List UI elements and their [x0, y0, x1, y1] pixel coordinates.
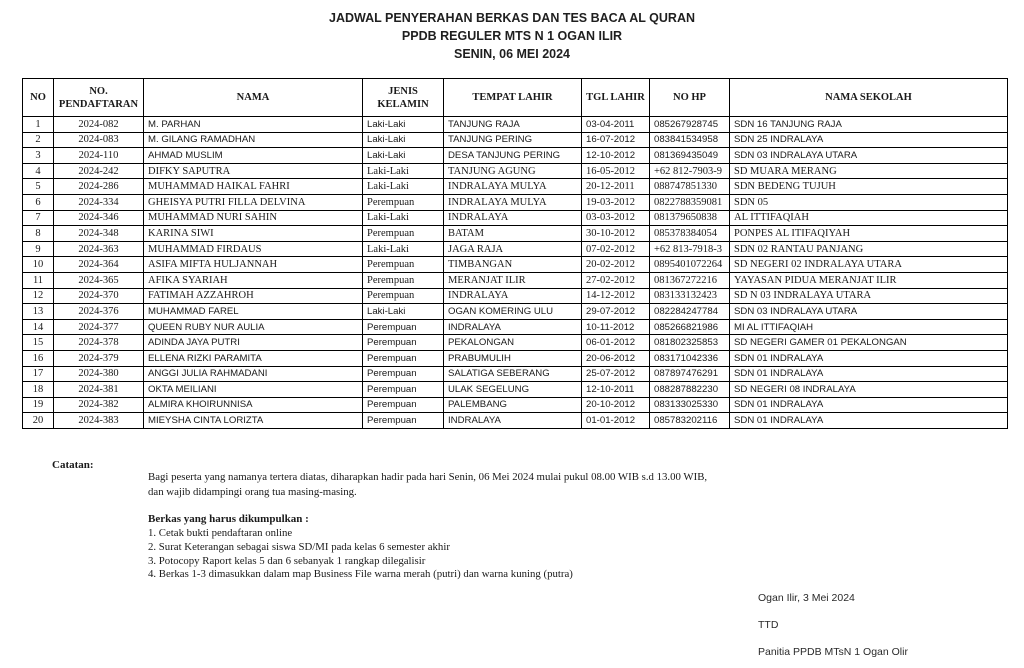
cell-no-pendaftaran: 2024-082: [54, 117, 144, 133]
table-row: [23, 288, 1008, 304]
cell-no-pendaftaran: 2024-382: [54, 397, 144, 413]
cell-nama: MIEYSHA CINTA LORIZTA: [144, 413, 363, 429]
cell-nama: MUHAMMAD FIRDAUS: [144, 241, 363, 257]
cell-nama: ASIFA MIFTA HULJANNAH: [144, 257, 363, 273]
cell-tempat-lahir: BATAM: [444, 226, 582, 242]
cell-jenis-kelamin: Perempuan: [363, 319, 444, 335]
cell-tempat-lahir: INDRALAYA MULYA: [444, 194, 582, 210]
cell-nama-sekolah: SDN 05: [730, 194, 1008, 210]
cell-no: 18: [23, 382, 54, 398]
cell-no: 6: [23, 194, 54, 210]
cell-no: 20: [23, 413, 54, 429]
notes-label: Catatan:: [52, 459, 94, 471]
cell-no-hp: 088747851330: [650, 179, 730, 195]
cell-no: 11: [23, 272, 54, 288]
cell-no-hp: 088287882230: [650, 382, 730, 398]
cell-tempat-lahir: INDRALAYA: [444, 413, 582, 429]
table-row: [23, 226, 1008, 242]
table-row: [23, 132, 1008, 148]
cell-no: 14: [23, 319, 54, 335]
cell-tgl-lahir: 29-07-2012: [582, 304, 650, 320]
cell-tgl-lahir: 25-07-2012: [582, 366, 650, 382]
cell-nama-sekolah: SD MUARA MERANG: [730, 163, 1008, 179]
cell-tempat-lahir: ULAK SEGELUNG: [444, 382, 582, 398]
table-row: [23, 382, 1008, 398]
cell-no-hp: 085378384054: [650, 226, 730, 242]
cell-nama: ALMIRA KHOIRUNNISA: [144, 397, 363, 413]
cell-nama: GHEISYA PUTRI FILLA DELVINA: [144, 194, 363, 210]
signature-ttd: TTD: [758, 619, 779, 631]
cell-tempat-lahir: TIMBANGAN: [444, 257, 582, 273]
cell-tgl-lahir: 16-07-2012: [582, 132, 650, 148]
cell-no-hp: 081367272216: [650, 272, 730, 288]
cell-tempat-lahir: PRABUMULIH: [444, 350, 582, 366]
cell-nama: OKTA MEILIANI: [144, 382, 363, 398]
cell-jenis-kelamin: Perempuan: [363, 397, 444, 413]
table-row: [23, 241, 1008, 257]
cell-no-pendaftaran: 2024-380: [54, 366, 144, 382]
cell-nama-sekolah: SDN 01 INDRALAYA: [730, 413, 1008, 429]
notes-paragraph-line-2: dan wajib didampingi orang tua masing-masing.: [148, 485, 357, 498]
cell-no-pendaftaran: 2024-110: [54, 148, 144, 164]
cell-tempat-lahir: TANJUNG PERING: [444, 132, 582, 148]
title-line-3: SENIN, 06 MEI 2024: [453, 47, 571, 61]
cell-no-hp: 087897476291: [650, 366, 730, 382]
header-cell-no-pendaftaran: NO. PENDAFTARAN: [54, 79, 144, 117]
cell-tgl-lahir: 01-01-2012: [582, 413, 650, 429]
cell-no-pendaftaran: 2024-378: [54, 335, 144, 351]
cell-no-hp: 085266821986: [650, 319, 730, 335]
cell-nama-sekolah: AL ITTIFAQIAH: [730, 210, 1008, 226]
table-header: [23, 79, 1008, 117]
header-cell-no-hp: NO HP: [650, 79, 730, 117]
cell-no: 5: [23, 179, 54, 195]
cell-no: 19: [23, 397, 54, 413]
cell-tgl-lahir: 07-02-2012: [582, 241, 650, 257]
cell-nama: MUHAMMAD NURI SAHIN: [144, 210, 363, 226]
table-row: [23, 163, 1008, 179]
cell-tgl-lahir: 30-10-2012: [582, 226, 650, 242]
cell-nama-sekolah: SDN BEDENG TUJUH: [730, 179, 1008, 195]
cell-no-pendaftaran: 2024-376: [54, 304, 144, 320]
cell-tgl-lahir: 14-12-2012: [582, 288, 650, 304]
cell-jenis-kelamin: Perempuan: [363, 226, 444, 242]
cell-nama-sekolah: SDN 16 TANJUNG RAJA: [730, 117, 1008, 133]
header-cell-nama: NAMA: [144, 79, 363, 117]
cell-nama: M. PARHAN: [144, 117, 363, 133]
table-row: [23, 179, 1008, 195]
cell-jenis-kelamin: Perempuan: [363, 257, 444, 273]
cell-no-hp: 082284247784: [650, 304, 730, 320]
table-row: [23, 350, 1008, 366]
cell-no-pendaftaran: 2024-383: [54, 413, 144, 429]
cell-jenis-kelamin: Laki-Laki: [363, 132, 444, 148]
table-row: [23, 335, 1008, 351]
document-item: 4. Berkas 1-3 dimasukkan dalam map Business File warna merah (putri) dan warna kuning (putra): [148, 568, 573, 581]
cell-nama: DIFKY SAPUTRA: [144, 163, 363, 179]
cell-tgl-lahir: 20-12-2011: [582, 179, 650, 195]
cell-jenis-kelamin: Perempuan: [363, 350, 444, 366]
header-cell-jenis-kelamin: JENIS KELAMIN: [363, 79, 444, 117]
cell-no-pendaftaran: 2024-083: [54, 132, 144, 148]
cell-no: 1: [23, 117, 54, 133]
cell-no-hp: 085783202116: [650, 413, 730, 429]
cell-no-hp: 081802325853: [650, 335, 730, 351]
cell-tempat-lahir: INDRALAYA MULYA: [444, 179, 582, 195]
cell-nama: M. GILANG RAMADHAN: [144, 132, 363, 148]
cell-no-hp: +62 813-7918-3: [650, 241, 730, 257]
documents-title: Berkas yang harus dikumpulkan :: [148, 513, 309, 525]
cell-nama-sekolah: SDN 02 RANTAU PANJANG: [730, 241, 1008, 257]
cell-tempat-lahir: INDRALAYA: [444, 288, 582, 304]
cell-no-hp: 083841534958: [650, 132, 730, 148]
document-item: 2. Surat Keterangan sebagai siswa SD/MI pada kelas 6 semester akhir: [148, 540, 450, 553]
cell-nama-sekolah: SDN 01 INDRALAYA: [730, 397, 1008, 413]
cell-jenis-kelamin: Laki-Laki: [363, 163, 444, 179]
cell-jenis-kelamin: Perempuan: [363, 194, 444, 210]
cell-tempat-lahir: OGAN KOMERING ULU: [444, 304, 582, 320]
cell-no: 10: [23, 257, 54, 273]
cell-no-hp: 083171042336: [650, 350, 730, 366]
header-cell-nama-sekolah: NAMA SEKOLAH: [730, 79, 1008, 117]
table-row: [23, 272, 1008, 288]
cell-nama-sekolah: SDN 01 INDRALAYA: [730, 350, 1008, 366]
table-row: [23, 117, 1008, 133]
cell-no: 16: [23, 350, 54, 366]
table-row: [23, 257, 1008, 273]
cell-no-hp: 0895401072264: [650, 257, 730, 273]
signature-place-date: Ogan Ilir, 3 Mei 2024: [758, 592, 855, 604]
notes-paragraph: [148, 470, 707, 499]
cell-no-pendaftaran: 2024-346: [54, 210, 144, 226]
cell-no: 7: [23, 210, 54, 226]
cell-no-hp: 083133025330: [650, 397, 730, 413]
cell-no-pendaftaran: 2024-381: [54, 382, 144, 398]
cell-tempat-lahir: PALEMBANG: [444, 397, 582, 413]
cell-no: 8: [23, 226, 54, 242]
cell-no-hp: +62 812-7903-9: [650, 163, 730, 179]
cell-tempat-lahir: TANJUNG RAJA: [444, 117, 582, 133]
table-row: [23, 210, 1008, 226]
cell-no-pendaftaran: 2024-377: [54, 319, 144, 335]
cell-jenis-kelamin: Perempuan: [363, 288, 444, 304]
cell-no: 2: [23, 132, 54, 148]
document-item: 1. Cetak bukti pendaftaran online: [148, 527, 293, 539]
cell-nama-sekolah: SDN 03 INDRALAYA UTARA: [730, 148, 1008, 164]
cell-no: 9: [23, 241, 54, 257]
cell-tempat-lahir: TANJUNG AGUNG: [444, 163, 582, 179]
cell-tgl-lahir: 12-10-2011: [582, 382, 650, 398]
cell-no-pendaftaran: 2024-334: [54, 194, 144, 210]
cell-jenis-kelamin: Laki-Laki: [363, 241, 444, 257]
cell-tempat-lahir: DESA TANJUNG PERING: [444, 148, 582, 164]
cell-tempat-lahir: SALATIGA SEBERANG: [444, 366, 582, 382]
cell-nama: MUHAMMAD FAREL: [144, 304, 363, 320]
table-row: [23, 304, 1008, 320]
cell-nama-sekolah: SD NEGERI 08 INDRALAYA: [730, 382, 1008, 398]
cell-tgl-lahir: 03-03-2012: [582, 210, 650, 226]
table-row: [23, 397, 1008, 413]
header-cell-no: NO: [23, 79, 54, 117]
cell-nama-sekolah: PONPES AL ITIFAQIYAH: [730, 226, 1008, 242]
documents-list: [148, 527, 573, 582]
cell-no-hp: 081369435049: [650, 148, 730, 164]
title-line-1: JADWAL PENYERAHAN BERKAS DAN TES BACA AL QURAN: [329, 11, 695, 25]
table-row: [23, 319, 1008, 335]
cell-tempat-lahir: INDRALAYA: [444, 210, 582, 226]
cell-jenis-kelamin: Perempuan: [363, 335, 444, 351]
document-title: [0, 9, 1024, 63]
cell-tgl-lahir: 06-01-2012: [582, 335, 650, 351]
cell-nama-sekolah: SD NEGERI 02 INDRALAYA UTARA: [730, 257, 1008, 273]
table-row: [23, 148, 1008, 164]
cell-no-hp: 081379650838: [650, 210, 730, 226]
cell-nama: MUHAMMAD HAIKAL FAHRI: [144, 179, 363, 195]
cell-no-pendaftaran: 2024-363: [54, 241, 144, 257]
cell-tgl-lahir: 19-03-2012: [582, 194, 650, 210]
cell-nama-sekolah: SDN 03 INDRALAYA UTARA: [730, 304, 1008, 320]
signature-committee: Panitia PPDB MTsN 1 Ogan Olir: [758, 646, 908, 658]
cell-no: 3: [23, 148, 54, 164]
cell-tgl-lahir: 20-02-2012: [582, 257, 650, 273]
cell-nama: ANGGI JULIA RAHMADANI: [144, 366, 363, 382]
table-row: [23, 366, 1008, 382]
cell-no-pendaftaran: 2024-286: [54, 179, 144, 195]
cell-nama-sekolah: YAYASAN PIDUA MERANJAT ILIR: [730, 272, 1008, 288]
cell-jenis-kelamin: Perempuan: [363, 413, 444, 429]
header-cell-tempat-lahir: TEMPAT LAHIR: [444, 79, 582, 117]
cell-tempat-lahir: INDRALAYA: [444, 319, 582, 335]
document-item: 3. Potocopy Raport kelas 5 dan 6 sebanyak 1 rangkap dilegalisir: [148, 554, 426, 567]
cell-tgl-lahir: 20-06-2012: [582, 350, 650, 366]
cell-tgl-lahir: 12-10-2012: [582, 148, 650, 164]
cell-tgl-lahir: 16-05-2012: [582, 163, 650, 179]
cell-nama: ADINDA JAYA PUTRI: [144, 335, 363, 351]
cell-nama: KARINA SIWI: [144, 226, 363, 242]
cell-nama-sekolah: SDN 01 INDRALAYA: [730, 366, 1008, 382]
cell-nama: FATIMAH AZZAHROH: [144, 288, 363, 304]
cell-tgl-lahir: 27-02-2012: [582, 272, 650, 288]
cell-nama: ELLENA RIZKI PARAMITA: [144, 350, 363, 366]
notes-paragraph-line-1: Bagi peserta yang namanya tertera diatas, diharapkan hadir pada hari Senin, 06 Mei 2024 mulai pukul 08.00 WIB s.d 13.00 WIB,: [148, 471, 708, 483]
cell-jenis-kelamin: Perempuan: [363, 382, 444, 398]
cell-nama: QUEEN RUBY NUR AULIA: [144, 319, 363, 335]
cell-no-hp: 0822788359081: [650, 194, 730, 210]
cell-no-hp: 085267928745: [650, 117, 730, 133]
cell-no-pendaftaran: 2024-365: [54, 272, 144, 288]
cell-jenis-kelamin: Laki-Laki: [363, 179, 444, 195]
table-body: [23, 117, 1008, 429]
cell-tempat-lahir: JAGA RAJA: [444, 241, 582, 257]
cell-no: 15: [23, 335, 54, 351]
cell-jenis-kelamin: Laki-Laki: [363, 304, 444, 320]
header-cell-tgl-lahir: TGL LAHIR: [582, 79, 650, 117]
table-row: [23, 413, 1008, 429]
cell-no: 4: [23, 163, 54, 179]
title-line-2: PPDB REGULER MTS N 1 OGAN ILIR: [401, 29, 623, 43]
cell-no: 12: [23, 288, 54, 304]
cell-tgl-lahir: 03-04-2011: [582, 117, 650, 133]
schedule-table: [22, 78, 1008, 429]
cell-jenis-kelamin: Perempuan: [363, 366, 444, 382]
cell-tempat-lahir: PEKALONGAN: [444, 335, 582, 351]
cell-tgl-lahir: 20-10-2012: [582, 397, 650, 413]
cell-nama-sekolah: MI AL ITTIFAQIAH: [730, 319, 1008, 335]
cell-nama: AHMAD MUSLIM: [144, 148, 363, 164]
cell-jenis-kelamin: Laki-Laki: [363, 210, 444, 226]
cell-no-pendaftaran: 2024-348: [54, 226, 144, 242]
cell-no: 13: [23, 304, 54, 320]
cell-no-pendaftaran: 2024-364: [54, 257, 144, 273]
cell-jenis-kelamin: Perempuan: [363, 272, 444, 288]
cell-nama: AFIKA SYARIAH: [144, 272, 363, 288]
cell-tgl-lahir: 10-11-2012: [582, 319, 650, 335]
cell-no-pendaftaran: 2024-379: [54, 350, 144, 366]
cell-no-pendaftaran: 2024-242: [54, 163, 144, 179]
table-row: [23, 194, 1008, 210]
cell-jenis-kelamin: Laki-Laki: [363, 117, 444, 133]
cell-jenis-kelamin: Laki-Laki: [363, 148, 444, 164]
cell-no: 17: [23, 366, 54, 382]
cell-tempat-lahir: MERANJAT ILIR: [444, 272, 582, 288]
cell-no-pendaftaran: 2024-370: [54, 288, 144, 304]
cell-nama-sekolah: SD N 03 INDRALAYA UTARA: [730, 288, 1008, 304]
cell-no-hp: 083133132423: [650, 288, 730, 304]
cell-nama-sekolah: SDN 25 INDRALAYA: [730, 132, 1008, 148]
cell-nama-sekolah: SD NEGERI GAMER 01 PEKALONGAN: [730, 335, 1008, 351]
